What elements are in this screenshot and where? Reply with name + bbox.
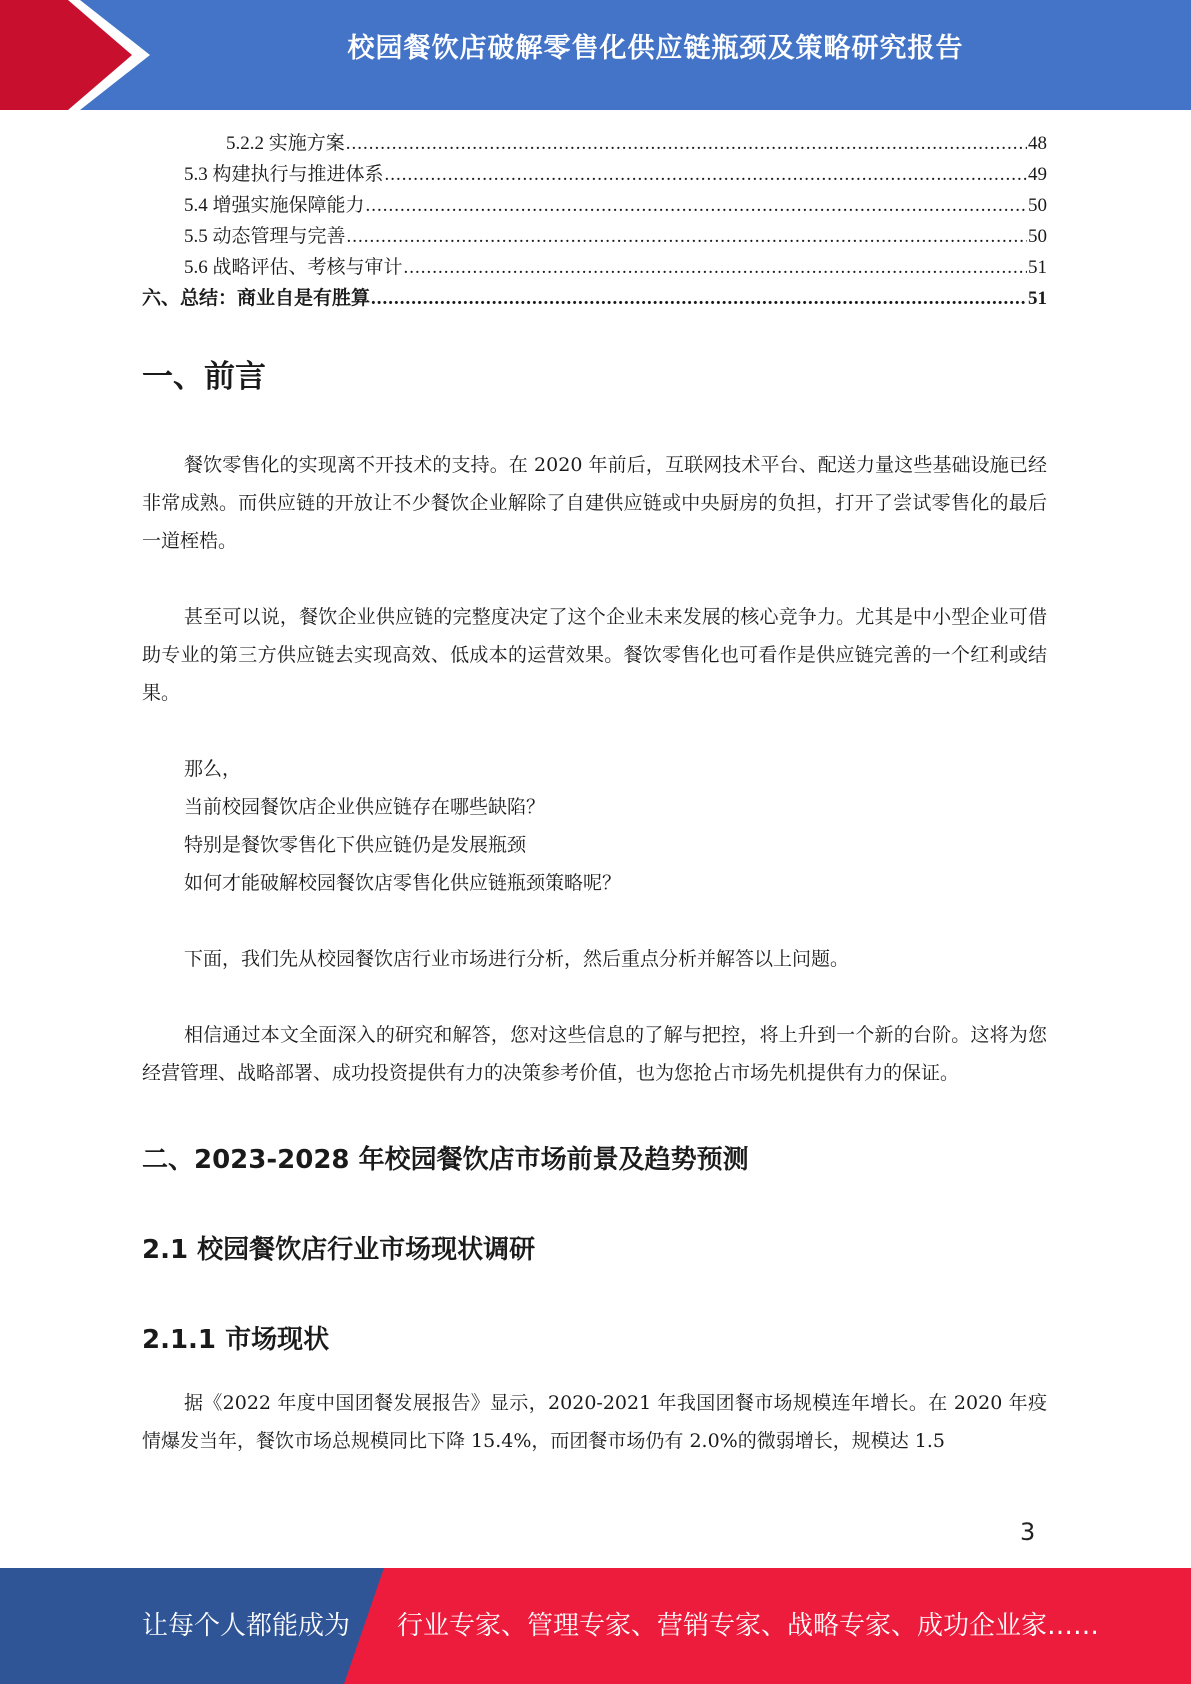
toc-entry[interactable]	[142, 221, 1047, 252]
paragraph: 餐饮零售化的实现离不开技术的支持。在 2020 年前后，互联网技术平台、配送力量这些基础设施已经非常成熟。而供应链的开放让不少餐饮企业解除了自建供应链或中央厨房的负担，打开了尝试零售化的最后一道桎梏。	[142, 454, 1047, 552]
text-line: 那么，	[184, 758, 242, 780]
text-line: 如何才能破解校园餐饮店零售化供应链瓶颈策略呢？	[184, 872, 622, 894]
toc-leader-dots	[371, 288, 1027, 310]
toc-entry-label: 5.3 构建执行与推进体系	[184, 164, 384, 185]
toc-entry[interactable]	[142, 252, 1047, 283]
toc-entry-page: 50	[1028, 226, 1047, 247]
footer-banner	[0, 1568, 1191, 1684]
toc-entry-label: 5.5 动态管理与完善	[184, 226, 346, 247]
toc-leader-dots	[347, 226, 1027, 248]
toc-entry-page: 51	[1028, 257, 1047, 278]
subsection-heading: 2.1.1 市场现状	[142, 1325, 330, 1355]
toc-entry-page: 49	[1028, 164, 1047, 185]
text-line: 特别是餐饮零售化下供应链仍是发展瓶颈	[184, 834, 527, 856]
subsection-heading: 2.1 校园餐饮店行业市场现状调研	[142, 1235, 536, 1265]
paragraph: 据《2022 年度中国团餐发展报告》显示，2020-2021 年我国团餐市场规模连年增长。在 2020 年疫情爆发当年，餐饮市场总规模同比下降 15.4%，而团餐市场仍有 2.0%的微弱增长，规模达 1.5	[142, 1392, 1047, 1452]
section-heading-preface: 一、前言	[142, 359, 266, 395]
toc-leader-dots	[366, 195, 1027, 217]
main-content	[142, 355, 1047, 1460]
toc-entry[interactable]	[142, 159, 1047, 190]
toc-entry-page: 48	[1028, 133, 1047, 154]
page-number: 3	[1020, 1518, 1036, 1546]
footer-slogan-right: 行业专家、管理专家、营销专家、战略专家、成功企业家……	[397, 1611, 1100, 1641]
toc-entry-label: 5.6 战略评估、考核与审计	[184, 257, 403, 278]
toc-entry[interactable]	[142, 190, 1047, 221]
toc-entry-label: 六、总结：商业自是有胜算	[142, 288, 371, 309]
header-arrow-decoration	[0, 0, 160, 110]
paragraph: 甚至可以说，餐饮企业供应链的完整度决定了这个企业未来发展的核心竞争力。尤其是中小型企业可借助专业的第三方供应链去实现高效、低成本的运营效果。餐饮零售化也可看作是供应链完善的一个红利或结果。	[142, 606, 1047, 704]
toc-entry-page: 51	[1028, 288, 1047, 309]
table-of-contents	[142, 128, 1047, 314]
toc-entry[interactable]	[142, 283, 1047, 314]
paragraph: 相信通过本文全面深入的研究和解答，您对这些信息的了解与把控，将上升到一个新的台阶。这将为您经营管理、战略部署、成功投资提供有力的决策参考价值，也为您抢占市场先机提供有力的保证。	[142, 1024, 1047, 1084]
toc-entry-label: 5.4 增强实施保障能力	[184, 195, 365, 216]
section-heading-market-outlook: 二、2023-2028 年校园餐饮店市场前景及趋势预测	[142, 1145, 749, 1175]
text-line: 当前校园餐饮店企业供应链存在哪些缺陷？	[184, 796, 546, 818]
footer-slogan-left: 让每个人都能成为	[142, 1611, 351, 1641]
header-banner	[0, 0, 1191, 110]
document-title: 校园餐饮店破解零售化供应链瓶颈及策略研究报告	[347, 33, 964, 64]
paragraph: 下面，我们先从校园餐饮店行业市场进行分析，然后重点分析并解答以上问题。	[184, 948, 850, 970]
toc-leader-dots	[346, 133, 1027, 155]
toc-entry[interactable]	[142, 128, 1047, 159]
toc-entry-page: 50	[1028, 195, 1047, 216]
toc-entry-label: 5.2.2 实施方案	[226, 133, 345, 154]
toc-leader-dots	[404, 257, 1027, 279]
toc-leader-dots	[385, 164, 1027, 186]
